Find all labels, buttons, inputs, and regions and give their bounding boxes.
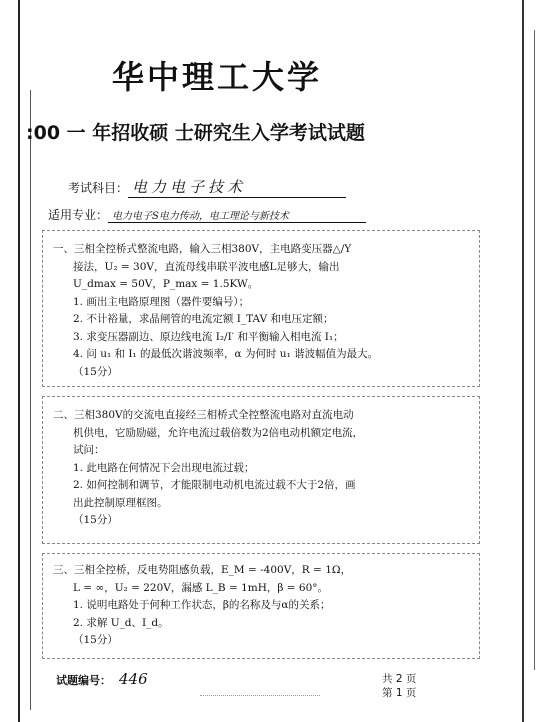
q2-line-1: 二、三相380V的交流电直接经三相桥式全控整流电路对直流电动 — [53, 409, 354, 421]
scan-left-edge — [18, 0, 20, 722]
exam-title: :00 一 年招收硕 士研究生入学考试试题 — [26, 122, 365, 144]
majors-label: 适用专业： — [48, 208, 109, 222]
q1-line-1: 一、三相全控桥式整流电路，输入三相380V，主电路变压器△/Y — [53, 243, 352, 255]
exam-code-label: 试题编号： — [56, 674, 111, 687]
exam-code — [56, 670, 148, 688]
q2-line-5: 2. 如何控制和调节，才能限制电动机电流过载不大于2倍，画 — [73, 479, 356, 491]
q3-line-3: 1. 说明电路处于何种工作状态，β的名称及与α的关系； — [73, 599, 331, 611]
q3-line-2: L = ∞，U₂ = 220V，漏感 L_B = 1mH，β = 60°。 — [73, 581, 329, 594]
q1-line-6: 3. 求变压器副边、原边线电流 I₂/I′ 和平衡输入相电流 I₁； — [73, 330, 344, 343]
subject-field — [68, 176, 346, 198]
page-counter — [382, 672, 416, 700]
q3-points: （15分） — [73, 634, 118, 646]
scan-left-inner-edge — [30, 90, 31, 710]
q1-points: （15分） — [73, 365, 118, 378]
university-name: 华中理工大学 — [112, 58, 323, 96]
majors-field — [48, 206, 366, 223]
q3-line-4: 2. 求解 U_d、I_d。 — [73, 616, 169, 629]
q1-line-2: 接法，U₂ = 30V，直流母线串联平波电感L足够大，输出 — [73, 260, 340, 273]
majors-value: 电力电子S电力传动，电工理论与新技术 — [108, 207, 366, 223]
exam-code-value: 446 — [119, 670, 148, 688]
question-1 — [42, 230, 480, 387]
scan-noise-divider — [200, 695, 320, 700]
q1-line-4: 1. 画出主电路原理图（器件要编号）； — [73, 295, 250, 308]
subject-value: 电力电子技术 — [128, 176, 346, 198]
q3-line-1: 三、三相全控桥，反电势阻感负载，E_M = -400V，R = 1Ω， — [53, 564, 352, 576]
scan-right-edge — [522, 0, 524, 722]
q2-line-6: 出此控制原理框图。 — [73, 496, 168, 509]
q2-points: （15分） — [73, 514, 118, 526]
total-pages: 共 2 页 — [382, 673, 417, 685]
question-2 — [42, 396, 480, 544]
q2-line-4: 1. 此电路在何情况下会出现电流过载； — [73, 461, 255, 474]
q1-line-7: 4. 问 u₁ 和 I₁ 的最低次谐波频率，α 为何时 u₁ 谐波幅值为最大。 — [73, 348, 379, 360]
q1-line-3: U_dmax = 50V，P_max = 1.5KW。 — [73, 278, 259, 290]
q2-line-3: 试问： — [73, 444, 105, 456]
q2-line-2: 机供电，它励励磁，允许电流过载倍数为2倍电动机额定电流， — [73, 426, 364, 439]
subject-label: 考试科目： — [68, 181, 129, 195]
q1-line-5: 2. 不计裕量，求晶闸管的电流定额 I_TAV 和电压定额； — [73, 313, 334, 325]
page-number: 第 1 页 — [382, 687, 417, 699]
scan-right-inner-edge — [534, 30, 535, 670]
question-3 — [42, 553, 480, 659]
